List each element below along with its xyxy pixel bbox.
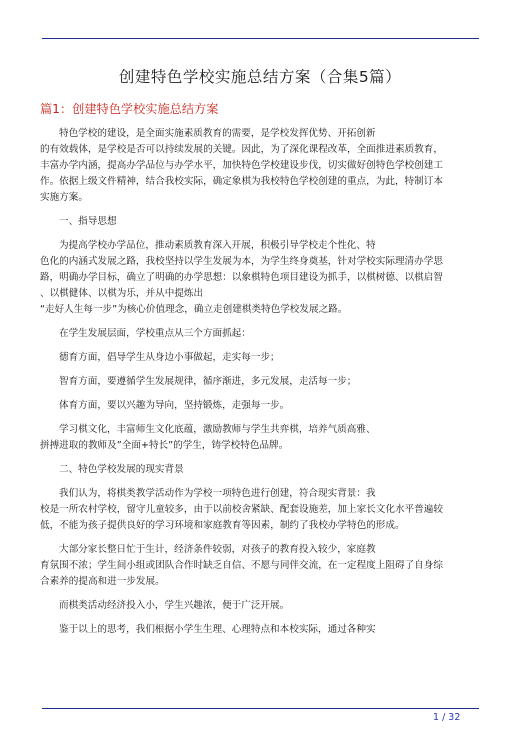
text-line: 低，不能为孩子提供良好的学习环境和家庭教育等因素，制约了我校办学特色的形成。 [40, 520, 405, 531]
page-number: 1 / 32 [433, 712, 461, 723]
paragraph-low-cost [40, 598, 483, 614]
text-line: 体育方面，要以兴趣为导向，坚持锻炼，走强每一步。 [59, 400, 290, 411]
text-line: 我们认为，将棋类教学活动作为学校一项特色进行创建，符合现实背景：我 [59, 488, 376, 499]
text-line: 、以棋健体、以棋为乐，并从中提炼出 [40, 288, 204, 299]
header-rule [42, 38, 479, 39]
text-line: 而棋类活动经济投入小，学生兴趣浓，便于广泛开展。 [59, 600, 290, 611]
footer-rule [42, 708, 479, 709]
text-line: 作。依据上级文件精神，结合我校实际，确定象棋为我校特色学校创建的重点，为此，特制订本 [40, 176, 443, 187]
paragraph-intro [40, 126, 483, 206]
paragraph-intellect [40, 374, 483, 390]
text-line: 拼搏进取的教师及”全面+特长”的学生，铸学校特色品牌。 [40, 440, 289, 451]
text-line: 路，明确办学目标，确立了明确的办学思想：以象棋特色项目建设为抓手，以棋树德、以棋启智 [40, 272, 443, 283]
paragraph-moral [40, 350, 483, 366]
text-line: 在学生发展层面，学校重点从三个方面抓起： [59, 328, 251, 339]
text-line: 二、特色学校发展的现实背景 [59, 464, 184, 475]
paragraph-physical [40, 398, 483, 414]
text-line: 为提高学校办学品位，推动素质教育深入开展，积极引导学校走个性化、特 [59, 240, 376, 251]
document-title: 创建特色学校实施总结方案（合集5篇） [118, 68, 402, 86]
text-line: 德育方面，倡导学生从身边小事做起，走实每一步； [59, 352, 280, 363]
text-line: 的有效载体，是学校是否可以持续发展的关键。因此，为了深化课程改革，全面推进素质教育， [40, 144, 443, 155]
text-line: 特色学校的建设，是全面实施素质教育的需要，是学校发挥优势、开拓创新 [59, 128, 376, 139]
paragraph-guiding [40, 238, 483, 318]
heading-background [40, 462, 483, 478]
section-title: 篇1：创建特色学校实施总结方案 [40, 102, 219, 116]
paragraph-parents [40, 542, 483, 590]
text-line: 校是一所农村学校，留守儿童较多，由于以前校舍紧缺、配套设施差，加上家长文化水平普遍较 [40, 504, 443, 515]
text-line: 学习棋文化，丰富师生文化底蕴，激励教师与学生共弈棋，培养气质高雅、 [59, 424, 376, 435]
text-line: 实施方案。 [40, 192, 88, 203]
text-line: 丰富办学内涵，提高办学品位与办学水平，加快特色学校建设步伐，切实做好创特色学校创建工 [40, 160, 443, 171]
text-line: 鉴于以上的思考，我们根据小学生生理、心理特点和本校实际，通过各种实 [59, 624, 376, 635]
heading-guiding-thought [40, 214, 483, 230]
text-line: 一、指导思想 [59, 216, 117, 227]
paragraph-chess-culture [40, 422, 483, 454]
text-line: 育氛围不浓；学生间小组或团队合作时缺乏自信、不愿与同伴交流，在一定程度上阻碍了自身综 [40, 560, 443, 571]
text-line: “走好人生每一步”为核心价值理念，确立走创建棋类特色学校发展之路。 [40, 304, 348, 315]
paragraph-student-level [40, 326, 483, 342]
text-line: 合素养的提高和进一步发展。 [40, 576, 165, 587]
text-line: 智育方面，要遵循学生发展规律，循序渐进，多元发展，走活每一步； [59, 376, 357, 387]
paragraph-background [40, 486, 483, 534]
paragraph-conclusion [40, 622, 483, 638]
body-text [40, 126, 483, 638]
text-line: 色化的内涵式发展之路，我校坚持以学生发展为本，为学生终身奠基，针对学校实际理清办学思 [40, 256, 443, 267]
text-line: 大部分家长整日忙于生计，经济条件较弱，对孩子的教育投入较少，家庭教 [59, 544, 376, 555]
